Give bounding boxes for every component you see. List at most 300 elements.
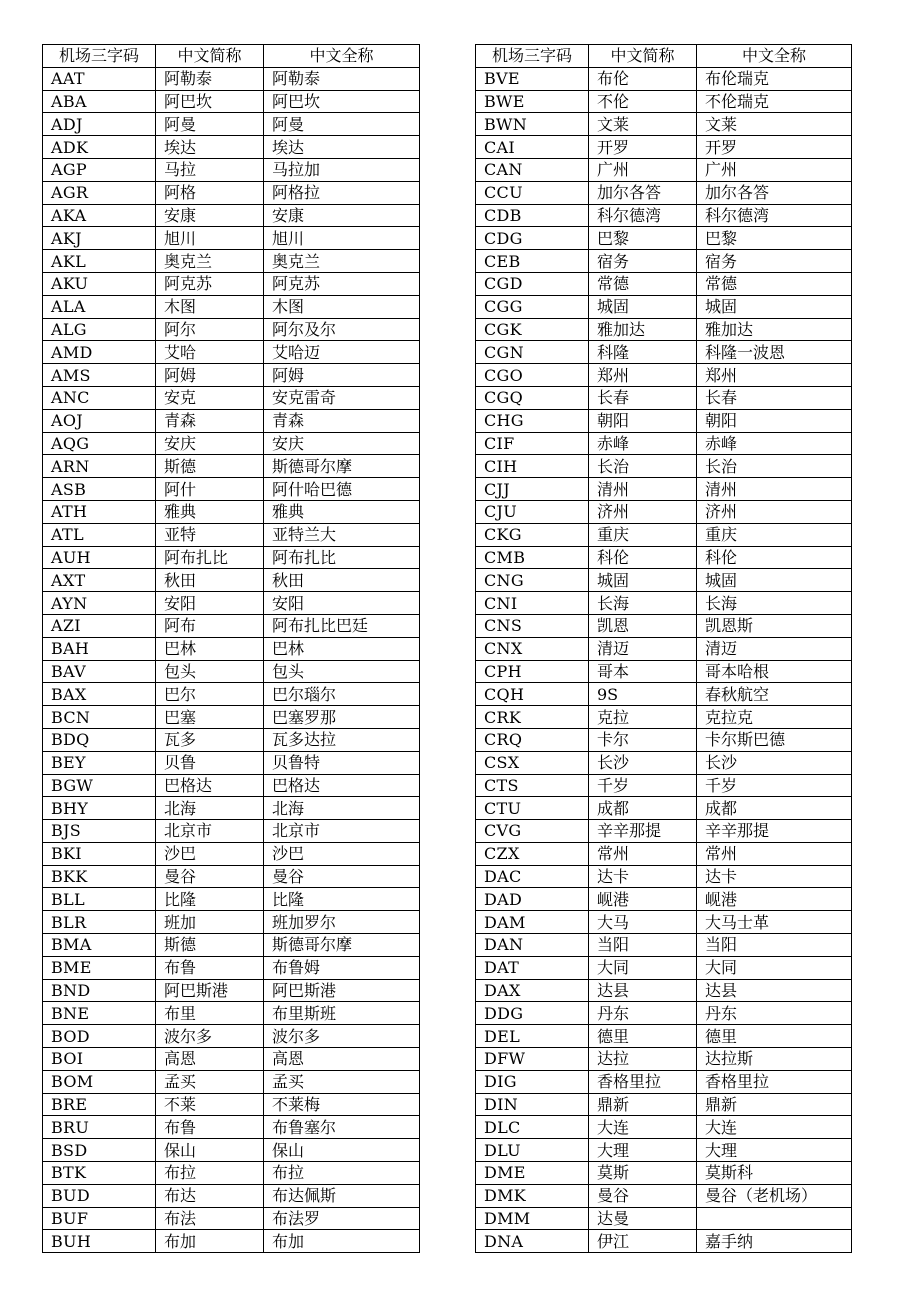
airport-code-cell: CNG xyxy=(476,569,589,592)
full-name-cell: 常州 xyxy=(697,842,852,865)
full-name-cell: 保山 xyxy=(264,1139,420,1162)
airport-code-cell: AKA xyxy=(43,204,156,227)
airport-code-cell: CDG xyxy=(476,227,589,250)
airport-code-cell: DAN xyxy=(476,934,589,957)
table-row xyxy=(476,295,852,318)
header-code: 机场三字码 xyxy=(43,45,156,68)
short-name-cell: 奥克兰 xyxy=(156,250,264,273)
full-name-cell: 济州 xyxy=(697,500,852,523)
airport-code-cell: DAC xyxy=(476,865,589,888)
table-row xyxy=(43,797,420,820)
short-name-cell: 当阳 xyxy=(589,934,697,957)
table-row xyxy=(43,751,420,774)
table-row xyxy=(43,136,420,159)
short-name-cell: 青森 xyxy=(156,409,264,432)
airport-code-cell: DAT xyxy=(476,956,589,979)
short-name-cell: 成都 xyxy=(589,797,697,820)
airport-code-cell: ALA xyxy=(43,295,156,318)
header-row xyxy=(43,45,420,68)
short-name-cell: 安庆 xyxy=(156,432,264,455)
full-name-cell: 达拉斯 xyxy=(697,1048,852,1071)
airport-code-table-right xyxy=(475,44,852,1253)
airport-code-cell: BKK xyxy=(43,865,156,888)
airport-code-cell: CTU xyxy=(476,797,589,820)
table-row xyxy=(43,181,420,204)
short-name-cell: 科尔德湾 xyxy=(589,204,697,227)
airport-code-cell: ADK xyxy=(43,136,156,159)
airport-code-cell: BRU xyxy=(43,1116,156,1139)
table-row xyxy=(476,546,852,569)
table-row xyxy=(476,1162,852,1185)
airport-code-cell: CHG xyxy=(476,409,589,432)
short-name-cell: 加尔各答 xyxy=(589,181,697,204)
short-name-cell: 艾哈 xyxy=(156,341,264,364)
short-name-cell: 巴黎 xyxy=(589,227,697,250)
table-row xyxy=(43,1048,420,1071)
airport-code-cell: DLU xyxy=(476,1139,589,1162)
full-name-cell: 朝阳 xyxy=(697,409,852,432)
full-name-cell: 赤峰 xyxy=(697,432,852,455)
airport-code-cell: BND xyxy=(43,979,156,1002)
full-name-cell: 巴塞罗那 xyxy=(264,706,420,729)
table-row xyxy=(476,706,852,729)
table-row xyxy=(476,637,852,660)
full-name-cell: 清州 xyxy=(697,478,852,501)
full-name-cell: 大理 xyxy=(697,1139,852,1162)
full-name-cell: 布达佩斯 xyxy=(264,1184,420,1207)
full-name-cell: 香格里拉 xyxy=(697,1070,852,1093)
airport-code-cell: AAT xyxy=(43,67,156,90)
table-row xyxy=(43,614,420,637)
airport-code-cell: DME xyxy=(476,1162,589,1185)
airport-code-cell: ASB xyxy=(43,478,156,501)
header-row xyxy=(476,45,852,68)
short-name-cell: 瓦多 xyxy=(156,728,264,751)
airport-code-cell: BWN xyxy=(476,113,589,136)
full-name-cell: 安庆 xyxy=(264,432,420,455)
airport-code-cell: DAM xyxy=(476,911,589,934)
short-name-cell: 广州 xyxy=(589,158,697,181)
airport-code-cell: AUH xyxy=(43,546,156,569)
table-row xyxy=(476,364,852,387)
full-name-cell: 秋田 xyxy=(264,569,420,592)
table-row xyxy=(43,227,420,250)
full-name-cell: 当阳 xyxy=(697,934,852,957)
table-row xyxy=(476,1048,852,1071)
full-name-cell: 安阳 xyxy=(264,592,420,615)
table-row xyxy=(476,67,852,90)
full-name-cell: 马拉加 xyxy=(264,158,420,181)
full-name-cell: 辛辛那提 xyxy=(697,820,852,843)
short-name-cell: 重庆 xyxy=(589,523,697,546)
short-name-cell: 贝鲁 xyxy=(156,751,264,774)
full-name-cell: 沙巴 xyxy=(264,842,420,865)
table-row xyxy=(43,67,420,90)
table-row xyxy=(476,386,852,409)
full-name-cell: 达卡 xyxy=(697,865,852,888)
airport-code-cell: CDB xyxy=(476,204,589,227)
table-row xyxy=(43,158,420,181)
short-name-cell: 大理 xyxy=(589,1139,697,1162)
short-name-cell: 布法 xyxy=(156,1207,264,1230)
full-name-cell: 阿布扎比巴廷 xyxy=(264,614,420,637)
table-row xyxy=(476,911,852,934)
table-row xyxy=(476,227,852,250)
airport-code-cell: CGD xyxy=(476,272,589,295)
header-full-name: 中文全称 xyxy=(264,45,420,68)
airport-code-cell: BLR xyxy=(43,911,156,934)
short-name-cell: 斯德 xyxy=(156,934,264,957)
short-name-cell: 雅加达 xyxy=(589,318,697,341)
short-name-cell: 秋田 xyxy=(156,569,264,592)
short-name-cell: 长海 xyxy=(589,592,697,615)
table-row xyxy=(476,797,852,820)
airport-code-cell: ANC xyxy=(43,386,156,409)
airport-code-cell: BLL xyxy=(43,888,156,911)
table-row xyxy=(476,683,852,706)
table-row xyxy=(476,341,852,364)
short-name-cell: 北海 xyxy=(156,797,264,820)
table-row xyxy=(476,1093,852,1116)
full-name-cell: 布拉 xyxy=(264,1162,420,1185)
table-row xyxy=(476,113,852,136)
full-name-cell: 布伦瑞克 xyxy=(697,67,852,90)
full-name-cell: 班加罗尔 xyxy=(264,911,420,934)
table-row xyxy=(43,386,420,409)
table-row xyxy=(43,409,420,432)
airport-code-cell: DAX xyxy=(476,979,589,1002)
table-row xyxy=(43,523,420,546)
full-name-cell: 凯恩斯 xyxy=(697,614,852,637)
table-row xyxy=(43,1025,420,1048)
airport-code-cell: BKI xyxy=(43,842,156,865)
table-row xyxy=(476,842,852,865)
table-row xyxy=(476,592,852,615)
table-row xyxy=(476,1207,852,1230)
table-row xyxy=(476,1116,852,1139)
short-name-cell: 伊江 xyxy=(589,1230,697,1253)
airport-code-cell: BOI xyxy=(43,1048,156,1071)
airport-code-cell: DFW xyxy=(476,1048,589,1071)
short-name-cell: 德里 xyxy=(589,1025,697,1048)
airport-code-cell: AKU xyxy=(43,272,156,295)
table-row xyxy=(476,728,852,751)
table-row xyxy=(476,1002,852,1025)
full-name-cell: 大同 xyxy=(697,956,852,979)
short-name-cell: 布达 xyxy=(156,1184,264,1207)
full-name-cell xyxy=(697,1207,852,1230)
table-row xyxy=(43,637,420,660)
short-name-cell: 布伦 xyxy=(589,67,697,90)
full-name-cell: 曼谷 xyxy=(264,865,420,888)
airport-code-cell: AOJ xyxy=(43,409,156,432)
full-name-cell: 大马士革 xyxy=(697,911,852,934)
airport-code-cell: ALG xyxy=(43,318,156,341)
full-name-cell: 高恩 xyxy=(264,1048,420,1071)
full-name-cell: 青森 xyxy=(264,409,420,432)
short-name-cell: 长春 xyxy=(589,386,697,409)
table-row xyxy=(476,158,852,181)
full-name-cell: 布法罗 xyxy=(264,1207,420,1230)
full-name-cell: 加尔各答 xyxy=(697,181,852,204)
short-name-cell: 阿什 xyxy=(156,478,264,501)
full-name-cell: 艾哈迈 xyxy=(264,341,420,364)
airport-code-cell: ABA xyxy=(43,90,156,113)
airport-code-cell: BOM xyxy=(43,1070,156,1093)
table-row xyxy=(43,956,420,979)
full-name-cell: 曼谷（老机场） xyxy=(697,1184,852,1207)
airport-code-cell: CRK xyxy=(476,706,589,729)
full-name-cell: 达县 xyxy=(697,979,852,1002)
short-name-cell: 凯恩 xyxy=(589,614,697,637)
table-row xyxy=(43,1207,420,1230)
short-name-cell: 朝阳 xyxy=(589,409,697,432)
table-row xyxy=(476,865,852,888)
short-name-cell: 布鲁 xyxy=(156,1116,264,1139)
table-row xyxy=(476,614,852,637)
short-name-cell: 香格里拉 xyxy=(589,1070,697,1093)
table-row xyxy=(476,250,852,273)
table-row xyxy=(476,432,852,455)
full-name-cell: 不伦瑞克 xyxy=(697,90,852,113)
short-name-cell: 曼谷 xyxy=(156,865,264,888)
table-row xyxy=(476,660,852,683)
full-name-cell: 丹东 xyxy=(697,1002,852,1025)
short-name-cell: 不莱 xyxy=(156,1093,264,1116)
short-name-cell: 辛辛那提 xyxy=(589,820,697,843)
short-name-cell: 科伦 xyxy=(589,546,697,569)
table-row xyxy=(476,181,852,204)
airport-code-cell: BME xyxy=(43,956,156,979)
airport-code-cell: AMS xyxy=(43,364,156,387)
full-name-cell: 城固 xyxy=(697,295,852,318)
short-name-cell: 郑州 xyxy=(589,364,697,387)
airport-code-cell: BMA xyxy=(43,934,156,957)
full-name-cell: 长治 xyxy=(697,455,852,478)
short-name-cell: 雅典 xyxy=(156,500,264,523)
short-name-cell: 长治 xyxy=(589,455,697,478)
table-row xyxy=(43,706,420,729)
table-row xyxy=(43,272,420,295)
airport-code-cell: CGG xyxy=(476,295,589,318)
short-name-cell: 巴格达 xyxy=(156,774,264,797)
full-name-cell: 开罗 xyxy=(697,136,852,159)
header-short-name: 中文简称 xyxy=(156,45,264,68)
full-name-cell: 波尔多 xyxy=(264,1025,420,1048)
airport-code-cell: ATL xyxy=(43,523,156,546)
table-row xyxy=(476,888,852,911)
short-name-cell: 不伦 xyxy=(589,90,697,113)
airport-code-cell: CMB xyxy=(476,546,589,569)
table-row xyxy=(476,1070,852,1093)
table-row xyxy=(476,956,852,979)
short-name-cell: 哥本 xyxy=(589,660,697,683)
full-name-cell: 阿什哈巴德 xyxy=(264,478,420,501)
full-name-cell: 清迈 xyxy=(697,637,852,660)
table-row xyxy=(43,432,420,455)
airport-code-cell: BGW xyxy=(43,774,156,797)
airport-code-cell: BAV xyxy=(43,660,156,683)
full-name-cell: 广州 xyxy=(697,158,852,181)
airport-code-cell: AXT xyxy=(43,569,156,592)
short-name-cell: 阿巴斯港 xyxy=(156,979,264,1002)
airport-code-cell: CAN xyxy=(476,158,589,181)
airport-code-cell: DMM xyxy=(476,1207,589,1230)
airport-code-cell: AKL xyxy=(43,250,156,273)
table-row xyxy=(43,364,420,387)
full-name-cell: 北海 xyxy=(264,797,420,820)
airport-code-cell: CKG xyxy=(476,523,589,546)
airport-code-cell: BNE xyxy=(43,1002,156,1025)
short-name-cell: 阿尔 xyxy=(156,318,264,341)
short-name-cell: 城固 xyxy=(589,295,697,318)
full-name-cell: 比隆 xyxy=(264,888,420,911)
airport-code-cell: CNX xyxy=(476,637,589,660)
full-name-cell: 安康 xyxy=(264,204,420,227)
full-name-cell: 文莱 xyxy=(697,113,852,136)
full-name-cell: 鼎新 xyxy=(697,1093,852,1116)
full-name-cell: 科隆一波恩 xyxy=(697,341,852,364)
full-name-cell: 科尔德湾 xyxy=(697,204,852,227)
table-row xyxy=(43,1116,420,1139)
short-name-cell: 鼎新 xyxy=(589,1093,697,1116)
short-name-cell: 北京市 xyxy=(156,820,264,843)
airport-code-cell: BSD xyxy=(43,1139,156,1162)
full-name-cell: 莫斯科 xyxy=(697,1162,852,1185)
table-row xyxy=(476,318,852,341)
table-row xyxy=(43,90,420,113)
table-row xyxy=(476,204,852,227)
full-name-cell: 长海 xyxy=(697,592,852,615)
full-name-cell: 长沙 xyxy=(697,751,852,774)
short-name-cell: 埃达 xyxy=(156,136,264,159)
airport-code-cell: CGO xyxy=(476,364,589,387)
table-row xyxy=(476,979,852,1002)
airport-code-cell: CAI xyxy=(476,136,589,159)
short-name-cell: 巴林 xyxy=(156,637,264,660)
short-name-cell: 亚特 xyxy=(156,523,264,546)
airport-code-cell: CJU xyxy=(476,500,589,523)
full-name-cell: 科伦 xyxy=(697,546,852,569)
full-name-cell: 阿尔及尔 xyxy=(264,318,420,341)
table-body-left xyxy=(43,67,420,1252)
table-row xyxy=(476,751,852,774)
full-name-cell: 雅典 xyxy=(264,500,420,523)
table-row xyxy=(476,455,852,478)
airport-code-cell: CCU xyxy=(476,181,589,204)
airport-code-cell: DMK xyxy=(476,1184,589,1207)
short-name-cell: 阿布扎比 xyxy=(156,546,264,569)
airport-code-cell: CVG xyxy=(476,820,589,843)
header-code: 机场三字码 xyxy=(476,45,589,68)
short-name-cell: 保山 xyxy=(156,1139,264,1162)
short-name-cell: 布拉 xyxy=(156,1162,264,1185)
full-name-cell: 常德 xyxy=(697,272,852,295)
airport-code-cell: BRE xyxy=(43,1093,156,1116)
short-name-cell: 阿姆 xyxy=(156,364,264,387)
short-name-cell: 大马 xyxy=(589,911,697,934)
table-row xyxy=(476,934,852,957)
table-row xyxy=(43,1139,420,1162)
short-name-cell: 清州 xyxy=(589,478,697,501)
airport-code-cell: DDG xyxy=(476,1002,589,1025)
table-row xyxy=(476,1025,852,1048)
full-name-cell: 雅加达 xyxy=(697,318,852,341)
short-name-cell: 赤峰 xyxy=(589,432,697,455)
table-row xyxy=(43,979,420,1002)
full-name-cell: 巴黎 xyxy=(697,227,852,250)
airport-code-cell: CRQ xyxy=(476,728,589,751)
table-row xyxy=(43,683,420,706)
airport-code-cell: AMD xyxy=(43,341,156,364)
short-name-cell: 安克 xyxy=(156,386,264,409)
short-name-cell: 科隆 xyxy=(589,341,697,364)
airport-code-cell: CIH xyxy=(476,455,589,478)
table-row xyxy=(476,1184,852,1207)
short-name-cell: 大连 xyxy=(589,1116,697,1139)
airport-code-cell: BWE xyxy=(476,90,589,113)
table-row xyxy=(476,1230,852,1253)
short-name-cell: 清迈 xyxy=(589,637,697,660)
full-name-cell: 重庆 xyxy=(697,523,852,546)
table-row xyxy=(43,1230,420,1253)
short-name-cell: 布加 xyxy=(156,1230,264,1253)
header-full-name: 中文全称 xyxy=(697,45,852,68)
airport-code-cell: CSX xyxy=(476,751,589,774)
table-row xyxy=(43,592,420,615)
airport-code-cell: ATH xyxy=(43,500,156,523)
short-name-cell: 安阳 xyxy=(156,592,264,615)
short-name-cell: 岘港 xyxy=(589,888,697,911)
short-name-cell: 大同 xyxy=(589,956,697,979)
airport-code-cell: BEY xyxy=(43,751,156,774)
full-name-cell: 阿巴斯港 xyxy=(264,979,420,1002)
short-name-cell: 布里 xyxy=(156,1002,264,1025)
short-name-cell: 木图 xyxy=(156,295,264,318)
table-row xyxy=(43,250,420,273)
table-row xyxy=(43,546,420,569)
table-body-right xyxy=(476,67,852,1252)
table-row xyxy=(43,660,420,683)
full-name-cell: 布鲁姆 xyxy=(264,956,420,979)
short-name-cell: 宿务 xyxy=(589,250,697,273)
airport-code-cell: CNS xyxy=(476,614,589,637)
airport-code-cell: BJS xyxy=(43,820,156,843)
short-name-cell: 莫斯 xyxy=(589,1162,697,1185)
short-name-cell: 班加 xyxy=(156,911,264,934)
short-name-cell: 比隆 xyxy=(156,888,264,911)
full-name-cell: 卡尔斯巴德 xyxy=(697,728,852,751)
airport-code-cell: BTK xyxy=(43,1162,156,1185)
airport-code-cell: AYN xyxy=(43,592,156,615)
table-row xyxy=(476,409,852,432)
airport-code-cell: BUF xyxy=(43,1207,156,1230)
table-row xyxy=(43,1002,420,1025)
short-name-cell: 马拉 xyxy=(156,158,264,181)
table-row xyxy=(43,728,420,751)
airport-code-cell: DIG xyxy=(476,1070,589,1093)
airport-code-cell: BAH xyxy=(43,637,156,660)
table-row xyxy=(43,295,420,318)
airport-code-cell: CGK xyxy=(476,318,589,341)
short-name-cell: 包头 xyxy=(156,660,264,683)
airport-code-cell: AGP xyxy=(43,158,156,181)
full-name-cell: 孟买 xyxy=(264,1070,420,1093)
airport-code-cell: AQG xyxy=(43,432,156,455)
full-name-cell: 郑州 xyxy=(697,364,852,387)
table-row xyxy=(43,204,420,227)
full-name-cell: 亚特兰大 xyxy=(264,523,420,546)
